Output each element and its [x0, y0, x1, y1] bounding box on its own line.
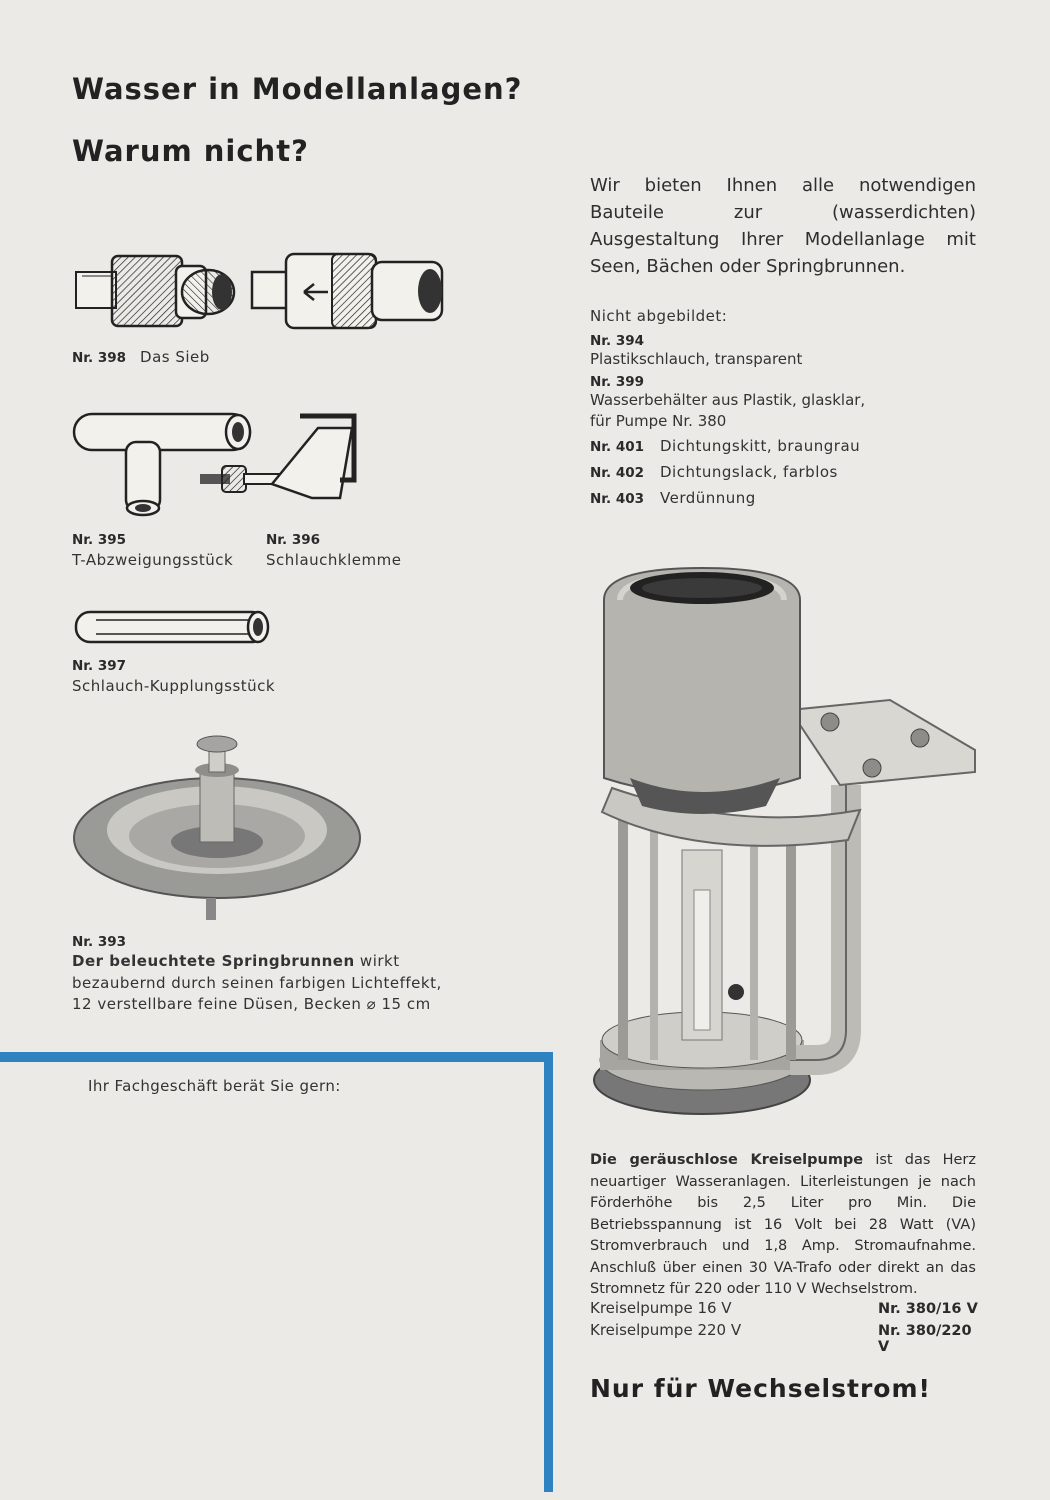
item-number: Nr. 403	[590, 491, 645, 507]
item-text	[72, 951, 464, 1016]
variant-label: Kreiselpumpe 220 V	[590, 1321, 742, 1339]
not-shown-item-402	[590, 462, 980, 483]
not-shown-label: Nicht abgebildet:	[590, 307, 728, 325]
headline-secondary: Warum nicht?	[72, 134, 309, 168]
item-text: T-Abzweigungsstück	[72, 551, 234, 569]
item-text: Das Sieb	[140, 348, 210, 366]
not-shown-item-401	[590, 436, 980, 457]
item-number: Nr. 398	[72, 350, 127, 366]
sieb-caption	[72, 347, 210, 367]
item-description: wirkt bezaubernd durch seinen farbigen Lichteffekt, 12 verstellbare feine Düsen, Becken ⌀ 15 cm	[72, 952, 442, 1013]
variant-number: Nr. 380/220 V	[878, 1323, 972, 1355]
fountain-caption	[72, 934, 464, 1016]
item-number: Nr. 401	[590, 439, 645, 455]
item-text: Plastikschlauch, transparent	[590, 350, 803, 368]
pump-description	[590, 1150, 976, 1301]
clamp-caption	[266, 532, 401, 570]
item-text: Verdünnung	[660, 489, 756, 507]
item-number: Nr. 396	[266, 532, 321, 548]
footer-headline: Nur für Wechselstrom!	[590, 1374, 931, 1403]
intro-paragraph: Wir bieten Ihnen alle notwendigen Bauteile zur (wasserdichten) Ausgestaltung Ihrer Modellanlage mit Seen, Bächen oder Springbrunnen.	[590, 175, 976, 277]
pump-bold-lead: Die geräuschlose Kreiselpumpe	[590, 1152, 864, 1168]
not-shown-item-399	[590, 374, 980, 432]
not-shown-item-394	[590, 333, 980, 370]
pump-illustration	[590, 560, 985, 1125]
item-number: Nr. 399	[590, 374, 645, 390]
not-shown-item-403	[590, 488, 980, 509]
item-text: Schlauchklemme	[266, 551, 402, 569]
coupling-caption	[72, 658, 275, 696]
fountain-illustration	[72, 730, 372, 925]
pump-variant-220v	[590, 1320, 978, 1355]
sieb-illustration	[72, 242, 452, 342]
item-number: Nr. 394	[590, 333, 645, 349]
item-text: Schlauch-Kupplungsstück	[72, 677, 276, 695]
item-text: Wasserbehälter aus Plastik, glasklar, für Pumpe Nr. 380	[590, 391, 866, 430]
headline-primary: Wasser in Modellanlagen?	[72, 72, 523, 106]
pump-variant-16v	[590, 1298, 978, 1320]
t-piece-caption	[72, 532, 233, 570]
item-number: Nr. 397	[72, 658, 127, 674]
item-number: Nr. 393	[72, 934, 127, 950]
item-number: Nr. 395	[72, 532, 127, 548]
item-bold-lead: Der beleuchtete Springbrunnen	[72, 952, 355, 970]
variant-number: Nr. 380/16 V	[878, 1301, 978, 1317]
coupling-illustration	[74, 608, 274, 648]
pump-variant-list	[590, 1298, 978, 1355]
variant-label: Kreiselpumpe 16 V	[590, 1299, 732, 1317]
item-number: Nr. 402	[590, 465, 645, 481]
dealer-frame-right	[544, 1052, 553, 1492]
pump-text: ist das Herz neuartiger Wasseranlagen. Literleistungen je nach Förderhöhe bis 2,5 Liter pro Min. Die Betriebsspannung ist 16 Volt bei 28 Watt (VA) Stromverbrauch und 1,8 Amp. Stromaufnahme. Anschluß über einen 30 VA-Trafo oder direkt an das Stromnetz für 220 oder 110 V Wechselstrom.	[590, 1152, 976, 1297]
dealer-frame-top	[0, 1052, 553, 1062]
item-text: Dichtungskitt, braungrau	[660, 437, 861, 455]
dealer-stamp-label: Ihr Fachgeschäft berät Sie gern:	[88, 1077, 341, 1095]
t-piece-and-clamp-illustration	[72, 408, 372, 518]
item-text: Dichtungslack, farblos	[660, 463, 838, 481]
not-shown-list	[590, 306, 980, 509]
